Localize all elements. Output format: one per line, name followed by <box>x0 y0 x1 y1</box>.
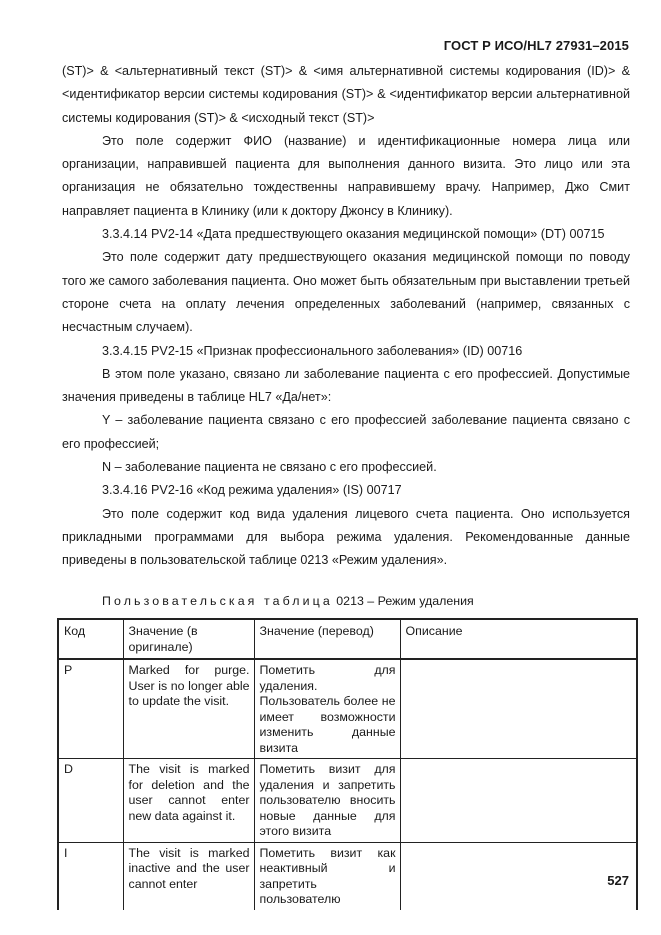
description-cell <box>400 759 637 843</box>
paragraph: Это поле содержит дату предшествующего оказания медицинской помощи по поводу того же самого заболевания пациента. Оно может быть обязательным при выставлении третьей стороне счета на оплату лечения определенных заболеваний (например, связанных с несчастным случаем). <box>62 250 630 335</box>
code-cell: P <box>58 659 123 759</box>
section-heading: 3.3.4.15 PV2-15 «Признак профессионального заболевания» (ID) 00716 <box>102 343 523 358</box>
paragraph: (ST)> & <альтернативный текст (ST)> & <имя альтернативной системы кодирования (ID)> & <идентификатор версии системы кодирования (ST)> & <идентификатор версии альтернативной системы кодирования (ST)> & <исходный текст (ST)> <box>62 64 630 125</box>
section-heading: 3.3.4.14 PV2-14 «Дата предшествующего оказания медицинской помощи» (DT) 00715 <box>102 227 605 242</box>
table-row <box>58 659 637 759</box>
original-value-cell: The visit is marked inactive and the user cannot enter <box>123 842 254 910</box>
table-row <box>58 759 637 843</box>
code-cell: I <box>58 842 123 910</box>
table-caption-label: Пользовательская таблица <box>102 594 333 608</box>
code-cell: D <box>58 759 123 843</box>
column-header: Описание <box>400 619 637 659</box>
section-heading: 3.3.4.16 PV2-16 «Код режима удаления» (IS) 00717 <box>102 483 402 498</box>
original-value-cell: Marked for purge. User is no longer able to update the visit. <box>123 659 254 759</box>
body-text <box>62 60 630 573</box>
running-header: ГОСТ Р ИСО/HL7 27931–2015 <box>443 38 629 53</box>
translation-cell: Пометить визит для удаления и запретить пользователю вносить новые данные для этого визита <box>254 759 400 843</box>
column-header: Код <box>58 619 123 659</box>
original-value-cell: The visit is marked for deletion and the user cannot enter new data against it. <box>123 759 254 843</box>
removal-mode-table <box>57 618 638 910</box>
description-cell <box>400 842 637 910</box>
page-number: 527 <box>607 873 629 888</box>
description-cell <box>400 659 637 759</box>
column-header: Значение (перевод) <box>254 619 400 659</box>
column-header: Значение (в оригинале) <box>123 619 254 659</box>
list-item: N – заболевание пациента не связано с его профессией. <box>102 460 437 475</box>
paragraph: Это поле содержит ФИО (название) и идентификационные номера лица или организации, направившей пациента для выполнения данного визита. Это лицо или эта организация не обязательно тождественны направившему врачу. Например, Джо Смит направляет пациента в Клинику (или к доктору Джонсу в Клинику). <box>62 133 630 218</box>
table-row <box>58 842 637 910</box>
paragraph: В этом поле указано, связано ли заболевание пациента с его профессией. Допустимые значения приведены в таблице HL7 «Да/нет»: <box>62 366 630 405</box>
table-header-row <box>58 619 637 659</box>
translation-cell: Пометить визит как неактивный и запретить пользователю <box>254 842 400 910</box>
list-item: Y – заболевание пациента связано с его профессией заболевание пациента связано с его профессией; <box>62 413 630 451</box>
translation-cell: Пометить для удаления. Пользователь более не имеет возможности изменить данные визита <box>254 659 400 759</box>
table-caption <box>102 594 474 608</box>
table-caption-rest: 0213 – Режим удаления <box>332 594 474 608</box>
paragraph: Это поле содержит код вида удаления лицевого счета пациента. Оно используется прикладными программами для выбора режима удаления. Рекомендованные данные приведены в пользовательской таблице 0213 «Режим удаления». <box>62 506 630 568</box>
